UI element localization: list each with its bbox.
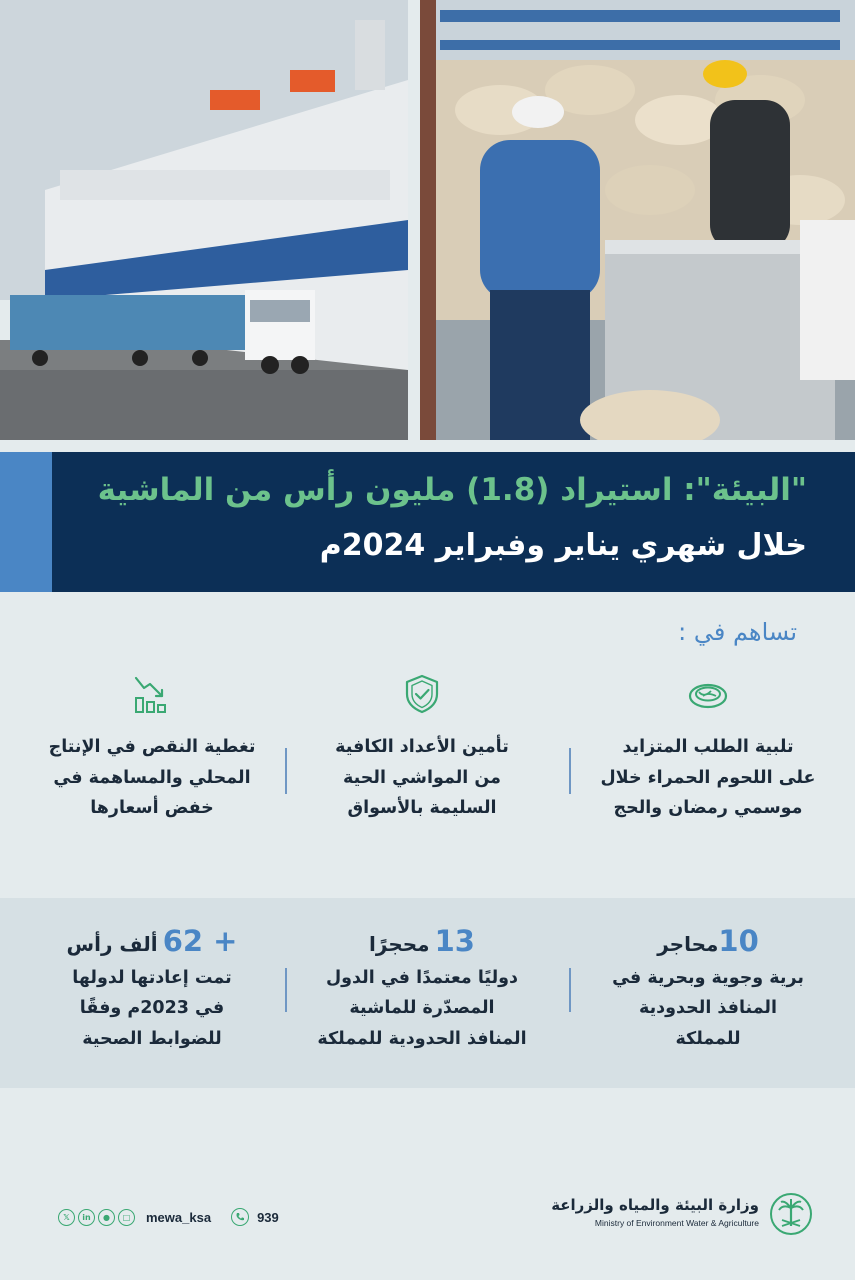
stat-line: المنافذ الحدودية للمملكة bbox=[317, 1029, 527, 1050]
stat-unit: ألف رأس bbox=[66, 932, 158, 956]
stat-number: 62 + bbox=[162, 924, 238, 958]
feature-divider bbox=[569, 748, 571, 794]
stat-line: المنافذ الحدودية bbox=[638, 998, 777, 1019]
footer-contacts bbox=[58, 1204, 279, 1230]
ship-trucks-photo bbox=[0, 0, 408, 440]
instagram-icon[interactable]: □ bbox=[118, 1209, 135, 1226]
feature-line: المحلي والمساهمة في bbox=[53, 767, 251, 788]
stat-line: للمملكة bbox=[675, 1029, 741, 1050]
feature-line: تلبية الطلب المتزايد bbox=[622, 737, 794, 757]
feature-cover-shortage bbox=[22, 672, 282, 824]
title-accent-bar bbox=[0, 452, 52, 592]
meat-icon bbox=[686, 672, 730, 716]
stat-number: 10 bbox=[718, 924, 759, 958]
stat-line: في 2023م وفقًا bbox=[79, 998, 225, 1019]
headline: "البيئة": استيراد (1.8) مليون رأس من الماشية bbox=[97, 472, 807, 508]
stat-divider bbox=[285, 968, 287, 1012]
feature-line: موسمي رمضان والحج bbox=[613, 798, 803, 819]
phone-number[interactable]: 939 bbox=[257, 1209, 279, 1225]
feature-line: خفض أسعارها bbox=[90, 798, 214, 819]
stat-number: 13 bbox=[434, 924, 475, 958]
stat-line: للضوابط الصحية bbox=[82, 1029, 222, 1050]
stat-quarantines-10 bbox=[578, 924, 838, 1055]
feature-line: تأمين الأعداد الكافية bbox=[335, 737, 509, 757]
feature-divider bbox=[285, 748, 287, 794]
feature-line: السليمة بالأسواق bbox=[347, 798, 497, 819]
stat-line: المصدّرة للماشية bbox=[349, 998, 495, 1019]
stat-divider bbox=[569, 968, 571, 1012]
linkedin-icon[interactable]: in bbox=[78, 1209, 95, 1226]
stat-unit: محاجر bbox=[657, 932, 719, 956]
ministry-name-en: Ministry of Environment Water & Agriculture bbox=[594, 1218, 759, 1228]
social-handle[interactable]: mewa_ksa bbox=[146, 1209, 212, 1225]
stat-line: برية وجوية وبحرية في bbox=[612, 967, 804, 988]
feature-line: تغطية النقص في الإنتاج bbox=[48, 737, 256, 757]
header-photos bbox=[0, 0, 855, 440]
stat-returned-heads bbox=[22, 924, 282, 1055]
feature-line: من المواشي الحية bbox=[343, 767, 501, 788]
stat-quarantines-13 bbox=[292, 924, 552, 1055]
contributes-label: تساهم في : bbox=[678, 618, 797, 646]
feature-meet-demand bbox=[578, 672, 838, 824]
feature-secure-supply bbox=[292, 672, 552, 824]
stat-line: دوليًا معتمدًا في الدول bbox=[325, 967, 519, 988]
shield-check-icon bbox=[400, 672, 444, 716]
x-icon[interactable]: 𝕏 bbox=[58, 1209, 75, 1226]
chart-down-icon bbox=[130, 672, 174, 716]
snapchat-icon[interactable]: ● bbox=[98, 1209, 115, 1226]
ministry-logo bbox=[551, 1192, 813, 1242]
sheep-loading-photo bbox=[420, 0, 855, 440]
palm-emblem-icon bbox=[769, 1192, 813, 1236]
stat-unit: محجرًا bbox=[369, 932, 430, 956]
subheadline: خلال شهري يناير وفبراير 2024م bbox=[319, 528, 807, 563]
ministry-name-ar: وزارة البيئة والمياه والزراعة bbox=[551, 1196, 759, 1214]
feature-line: على اللحوم الحمراء خلال bbox=[600, 767, 816, 788]
stat-line: تمت إعادتها لدولها bbox=[72, 967, 232, 988]
phone-icon[interactable] bbox=[231, 1208, 249, 1226]
